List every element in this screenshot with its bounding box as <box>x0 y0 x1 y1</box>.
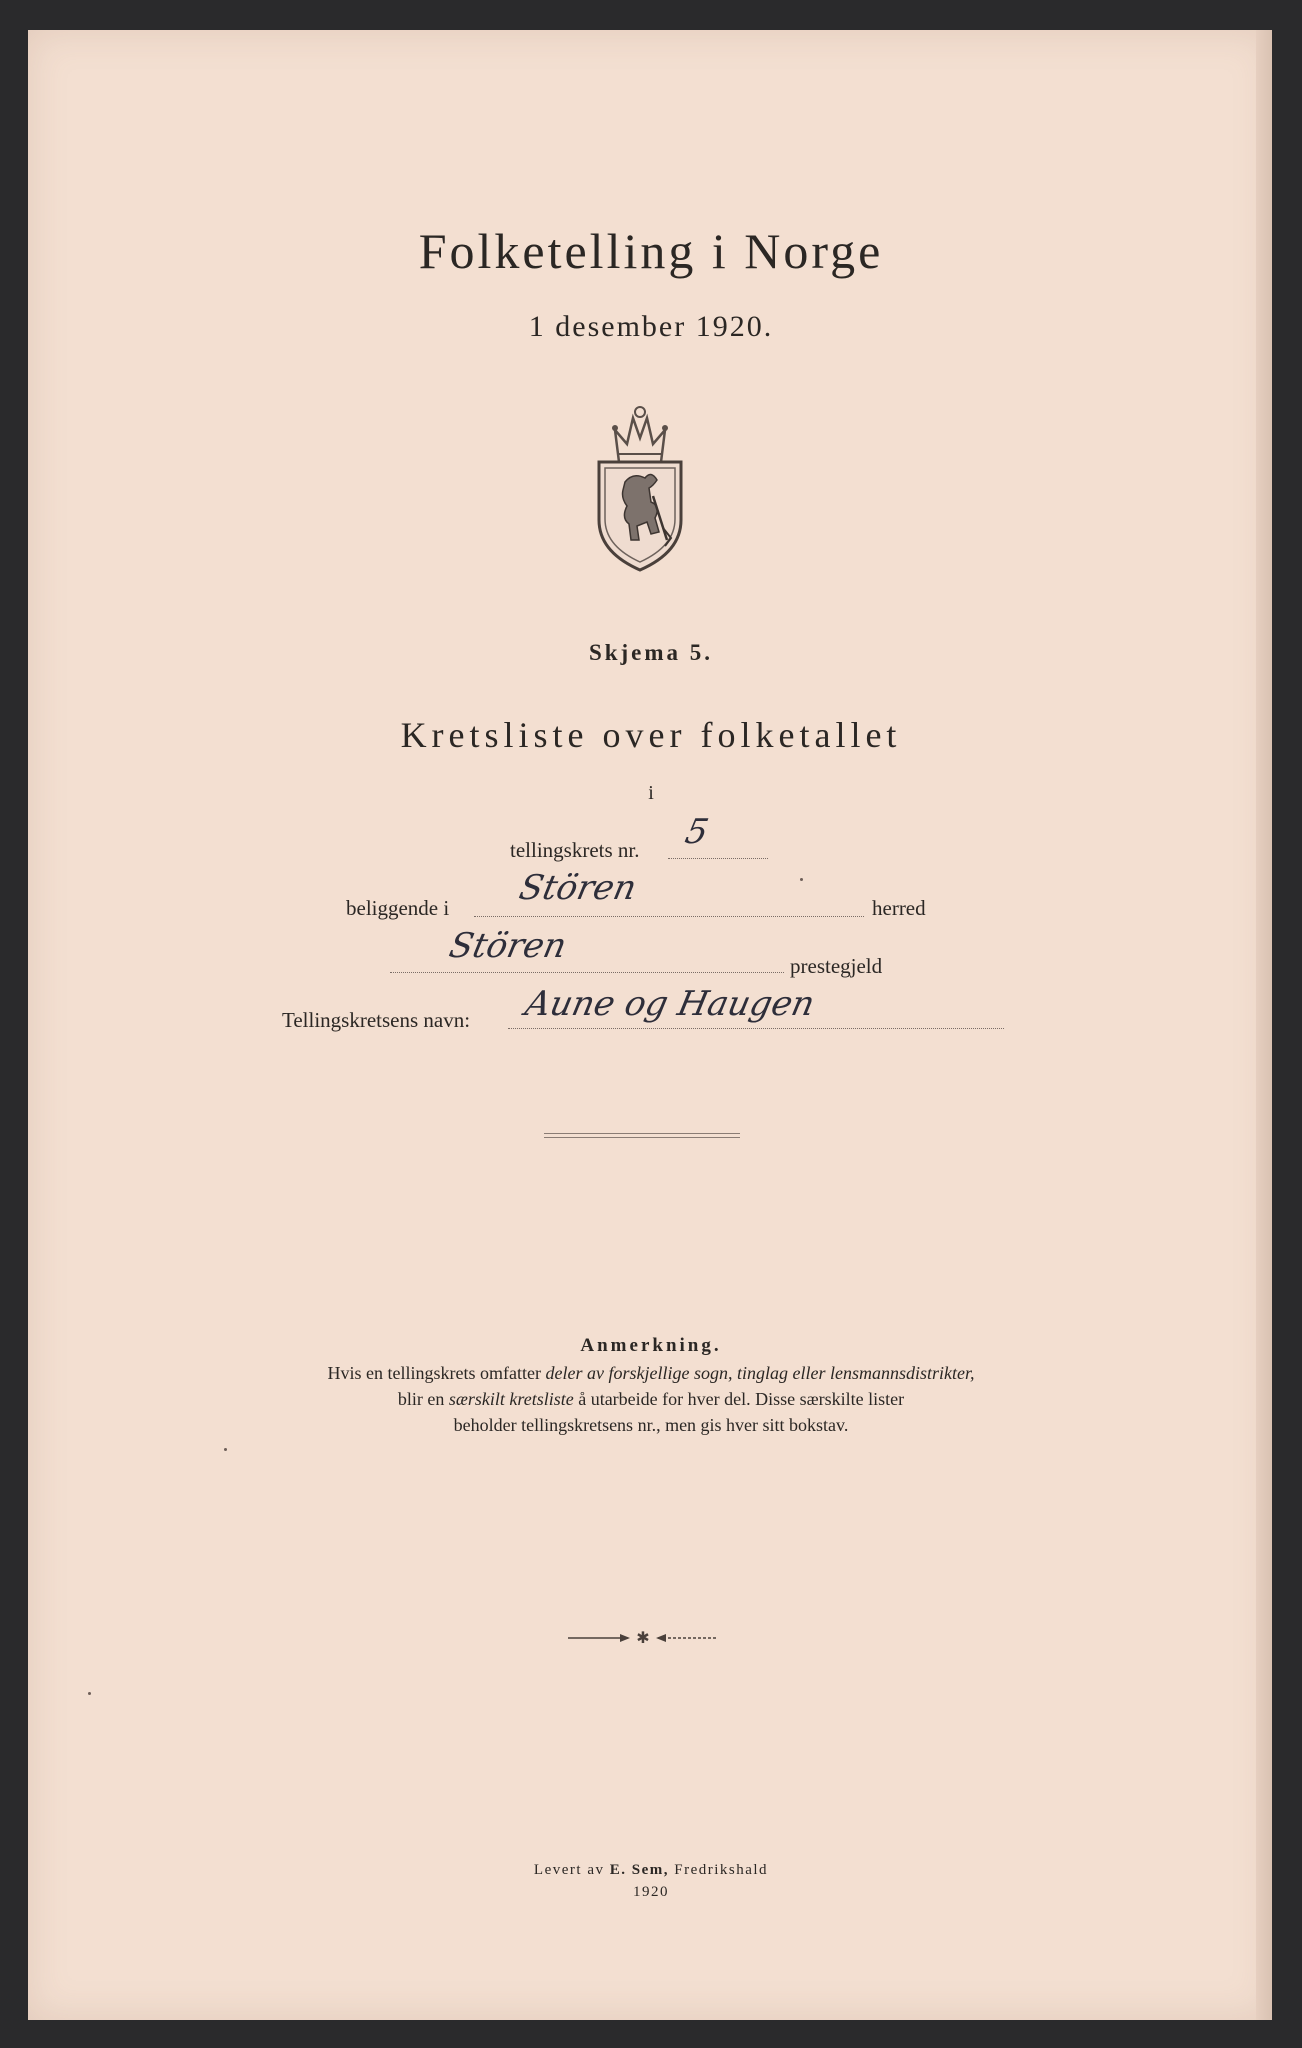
district-number-value[interactable]: 5 <box>681 812 712 852</box>
remark-title: Anmerkning. <box>580 1335 722 1356</box>
municipality-line <box>474 916 864 917</box>
parish-value[interactable]: Stören <box>445 926 570 966</box>
section-divider <box>544 1133 740 1138</box>
remark-line-3: beholder tellingskretsens nr., men gis hver sitt bokstav. <box>453 1415 849 1435</box>
form-subtitle: Kretsliste over folketallet <box>400 715 902 755</box>
paper-speck <box>800 878 803 881</box>
remark-line-2-text-a: blir en <box>397 1389 449 1409</box>
remark-line-2-text-c: å utarbeide for hver del. Disse særskilte lister <box>573 1389 905 1409</box>
parish-line <box>390 972 784 973</box>
remark-line-1-text: Hvis en tellingskrets omfatter <box>327 1363 546 1383</box>
remark-line-2 <box>0 1389 1302 1410</box>
printer-name: E. Sem, <box>609 1862 669 1878</box>
remark-line-2-italic: særskilt kretsliste <box>448 1389 574 1409</box>
page-title: Folketelling i Norge <box>418 223 884 279</box>
district-number-line <box>668 858 768 859</box>
remark-line-1-italic: deler av forskjellige sogn, tinglag eller lensmannsdistrikter, <box>545 1363 975 1383</box>
census-date: 1 desember 1920. <box>528 310 774 343</box>
norwegian-coat-of-arms-icon <box>593 400 687 572</box>
municipality-value[interactable]: Stören <box>515 868 640 908</box>
connector-word: i <box>648 782 654 804</box>
svg-text:✱: ✱ <box>636 1630 650 1646</box>
district-name-value[interactable]: Aune og Haugen <box>521 984 819 1024</box>
printer-city: Fredrikshald <box>668 1862 769 1878</box>
district-name-line <box>508 1028 1004 1029</box>
schema-number: Skjema 5. <box>588 640 714 665</box>
district-name-label: Tellingskretsens navn: <box>282 1008 471 1032</box>
located-in-label: beliggende i <box>346 896 450 920</box>
printer-year: 1920 <box>633 1884 669 1900</box>
printer-prefix: Levert av <box>533 1862 610 1878</box>
municipality-suffix: herred <box>872 896 926 920</box>
parish-suffix: prestegjeld <box>790 954 883 978</box>
ornament-divider-icon <box>568 1630 718 1646</box>
paper-speck <box>88 1692 91 1695</box>
remark-line-1 <box>0 1363 1302 1384</box>
printer-credit <box>0 1862 1302 1879</box>
paper-speck <box>224 1448 227 1451</box>
district-number-label: tellingskrets nr. <box>510 838 640 862</box>
